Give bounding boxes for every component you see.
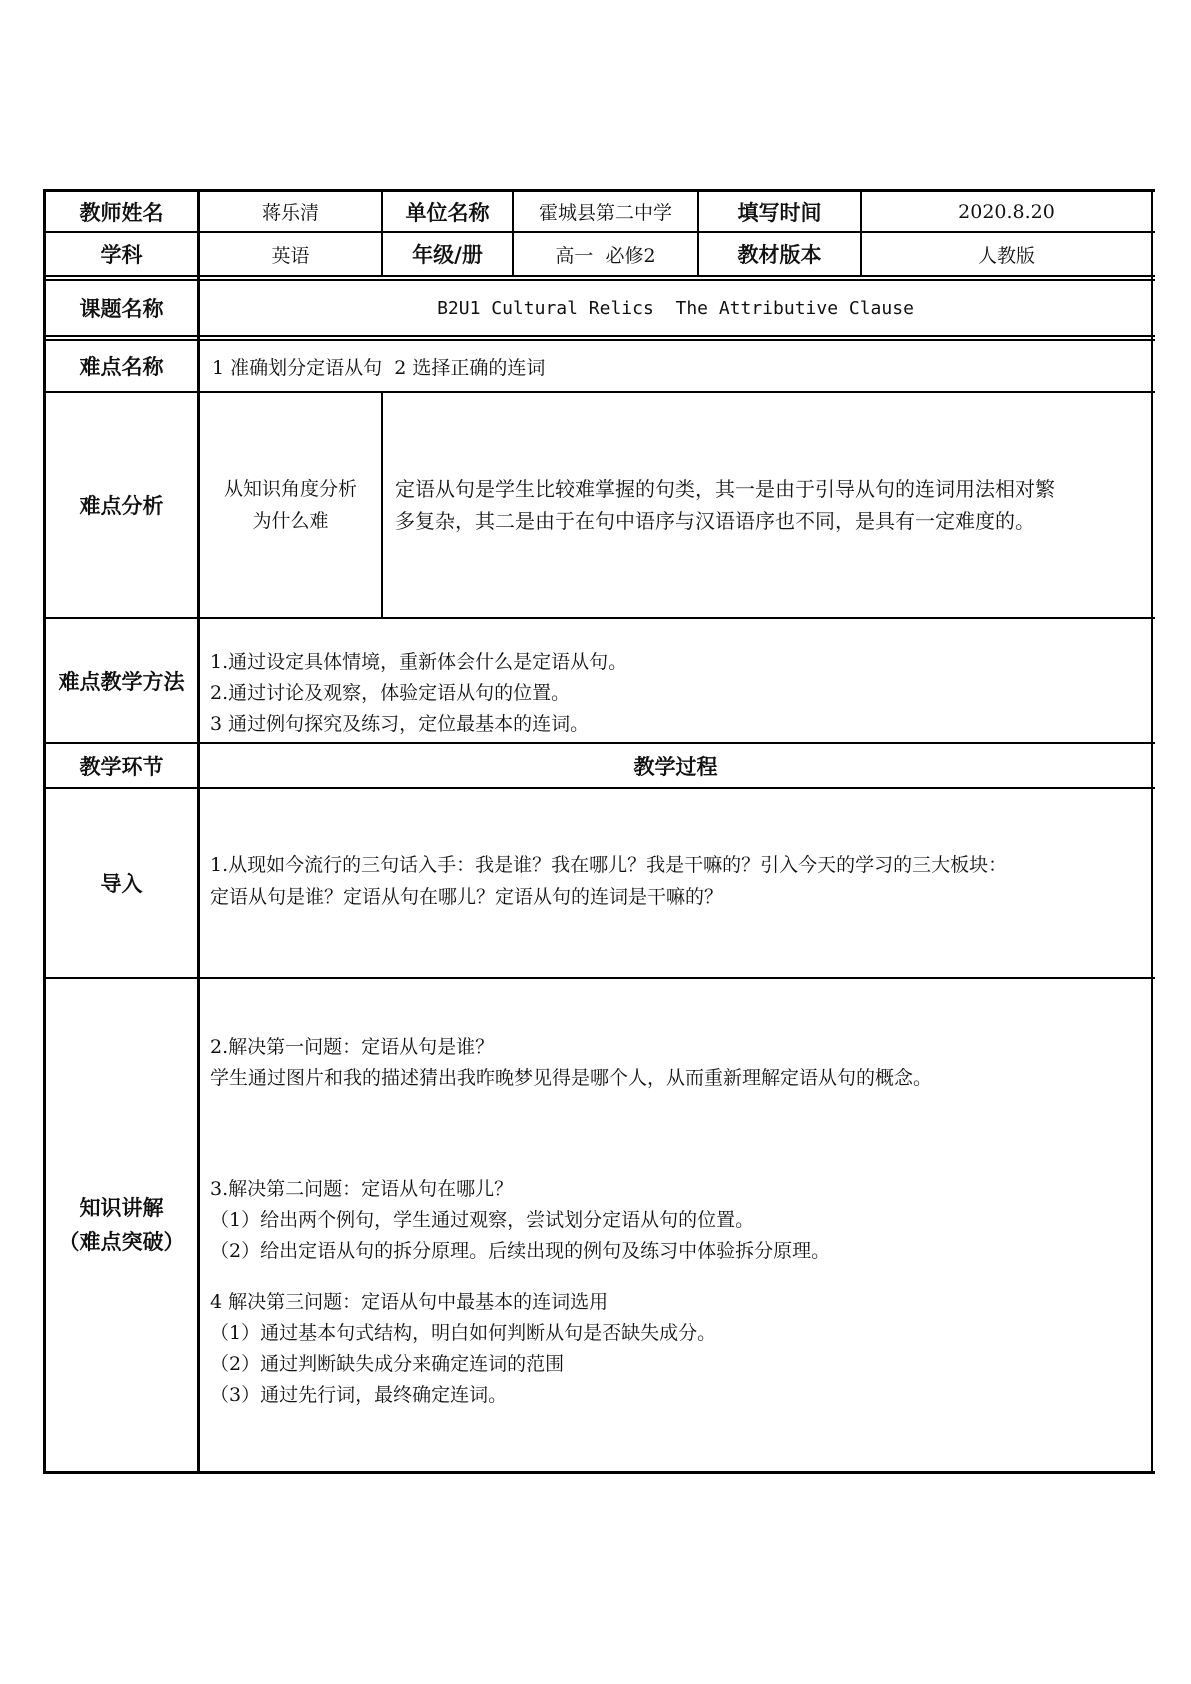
analysis-text [383, 393, 1151, 617]
knowledge-content [200, 979, 1151, 1471]
topic-value: B2U1 Cultural Relics The Attributive Clause [437, 297, 914, 319]
intro-text [200, 789, 1151, 977]
analysis-text-line1: 定语从句是学生比较难掌握的句类，其一是由于引导从句的连词用法相对繁 [395, 477, 1055, 501]
process-header: 教学过程 [633, 754, 718, 779]
fill-time-label: 填写时间 [737, 200, 822, 225]
textbook-value: 人教版 [977, 244, 1035, 267]
subject-label: 学科 [100, 243, 143, 267]
rule-row2 [43, 275, 1155, 277]
analysis-angle-line2: 为什么难 [252, 510, 329, 532]
analysis-angle [200, 393, 381, 617]
grade-value: 高一 必修2 [555, 244, 656, 267]
textbook-label: 教材版本 [737, 243, 822, 267]
difficulty-label: 难点名称 [79, 355, 164, 379]
analysis-label: 难点分析 [79, 494, 164, 518]
knowledge-q4-line3: （3）通过先行词，最终确定连词。 [210, 1384, 508, 1406]
knowledge-q3-line1: （1）给出两个例句，学生通过观察，尝试划分定语从句的位置。 [210, 1209, 755, 1231]
knowledge-q2-line1: 学生通过图片和我的描述猜出我昨晚梦见得是哪个人，从而重新理解定语从句的概念。 [210, 1067, 933, 1089]
knowledge-q3-title: 3.解决第二问题：定语从句在哪儿？ [210, 1178, 514, 1200]
knowledge-label [46, 979, 197, 1471]
knowledge-q4-line2: （2）通过判断缺失成分来确定连词的范围 [210, 1353, 565, 1375]
knowledge-q4-title: 4 解决第三问题：定语从句中最基本的连词选用 [210, 1291, 609, 1313]
teacher-name-label: 教师姓名 [79, 200, 164, 225]
stage-header: 教学环节 [79, 754, 164, 779]
rule-row3 [43, 335, 1155, 337]
unit-name-value: 霍城县第二中学 [538, 202, 672, 224]
knowledge-label-line1: 知识讲解 [79, 1196, 164, 1220]
intro-label: 导入 [100, 872, 143, 896]
method-list [200, 619, 1151, 742]
method-item-1: 1.通过设定具体情境，重新体会什么是定语从句。 [210, 651, 628, 673]
unit-name-label: 单位名称 [405, 200, 490, 225]
grade-label: 年级/册 [412, 243, 483, 267]
knowledge-q4-line1: （1）通过基本句式结构，明白如何判断从句是否缺失成分。 [210, 1322, 717, 1344]
knowledge-q3-line2: （2）给出定语从句的拆分原理。后续出现的例句及练习中体验拆分原理。 [210, 1240, 831, 1262]
method-item-3: 3 通过例句探究及练习，定位最基本的连词。 [210, 713, 590, 735]
rule-right [1151, 189, 1153, 1474]
topic-label: 课题名称 [79, 297, 164, 321]
rule-bottom [43, 1471, 1155, 1474]
analysis-text-line2: 多复杂，其二是由于在句中语序与汉语语序也不同，是具有一定难度的。 [395, 509, 1035, 533]
intro-line-2: 定语从句是谁？定语从句在哪儿？定语从句的连词是干嘛的？ [210, 886, 724, 908]
method-label: 难点教学方法 [58, 669, 185, 694]
method-item-2: 2.通过讨论及观察，体验定语从句的位置。 [210, 682, 571, 704]
subject-value: 英语 [271, 244, 310, 267]
intro-line-1: 1.从现如今流行的三句话入手：我是谁？我在哪儿？我是干嘛的？引入今天的学习的三大板块： [210, 854, 1008, 876]
fill-time-value: 2020.8.20 [958, 200, 1055, 223]
difficulty-value: 1 准确划分定语从句 2 选择正确的连词 [212, 356, 546, 379]
teacher-name-value: 蒋乐清 [261, 202, 319, 224]
analysis-angle-line1: 从知识角度分析 [223, 478, 357, 500]
knowledge-q2-title: 2.解决第一问题：定语从句是谁？ [210, 1036, 495, 1058]
knowledge-label-line2: （难点突破） [58, 1230, 185, 1254]
